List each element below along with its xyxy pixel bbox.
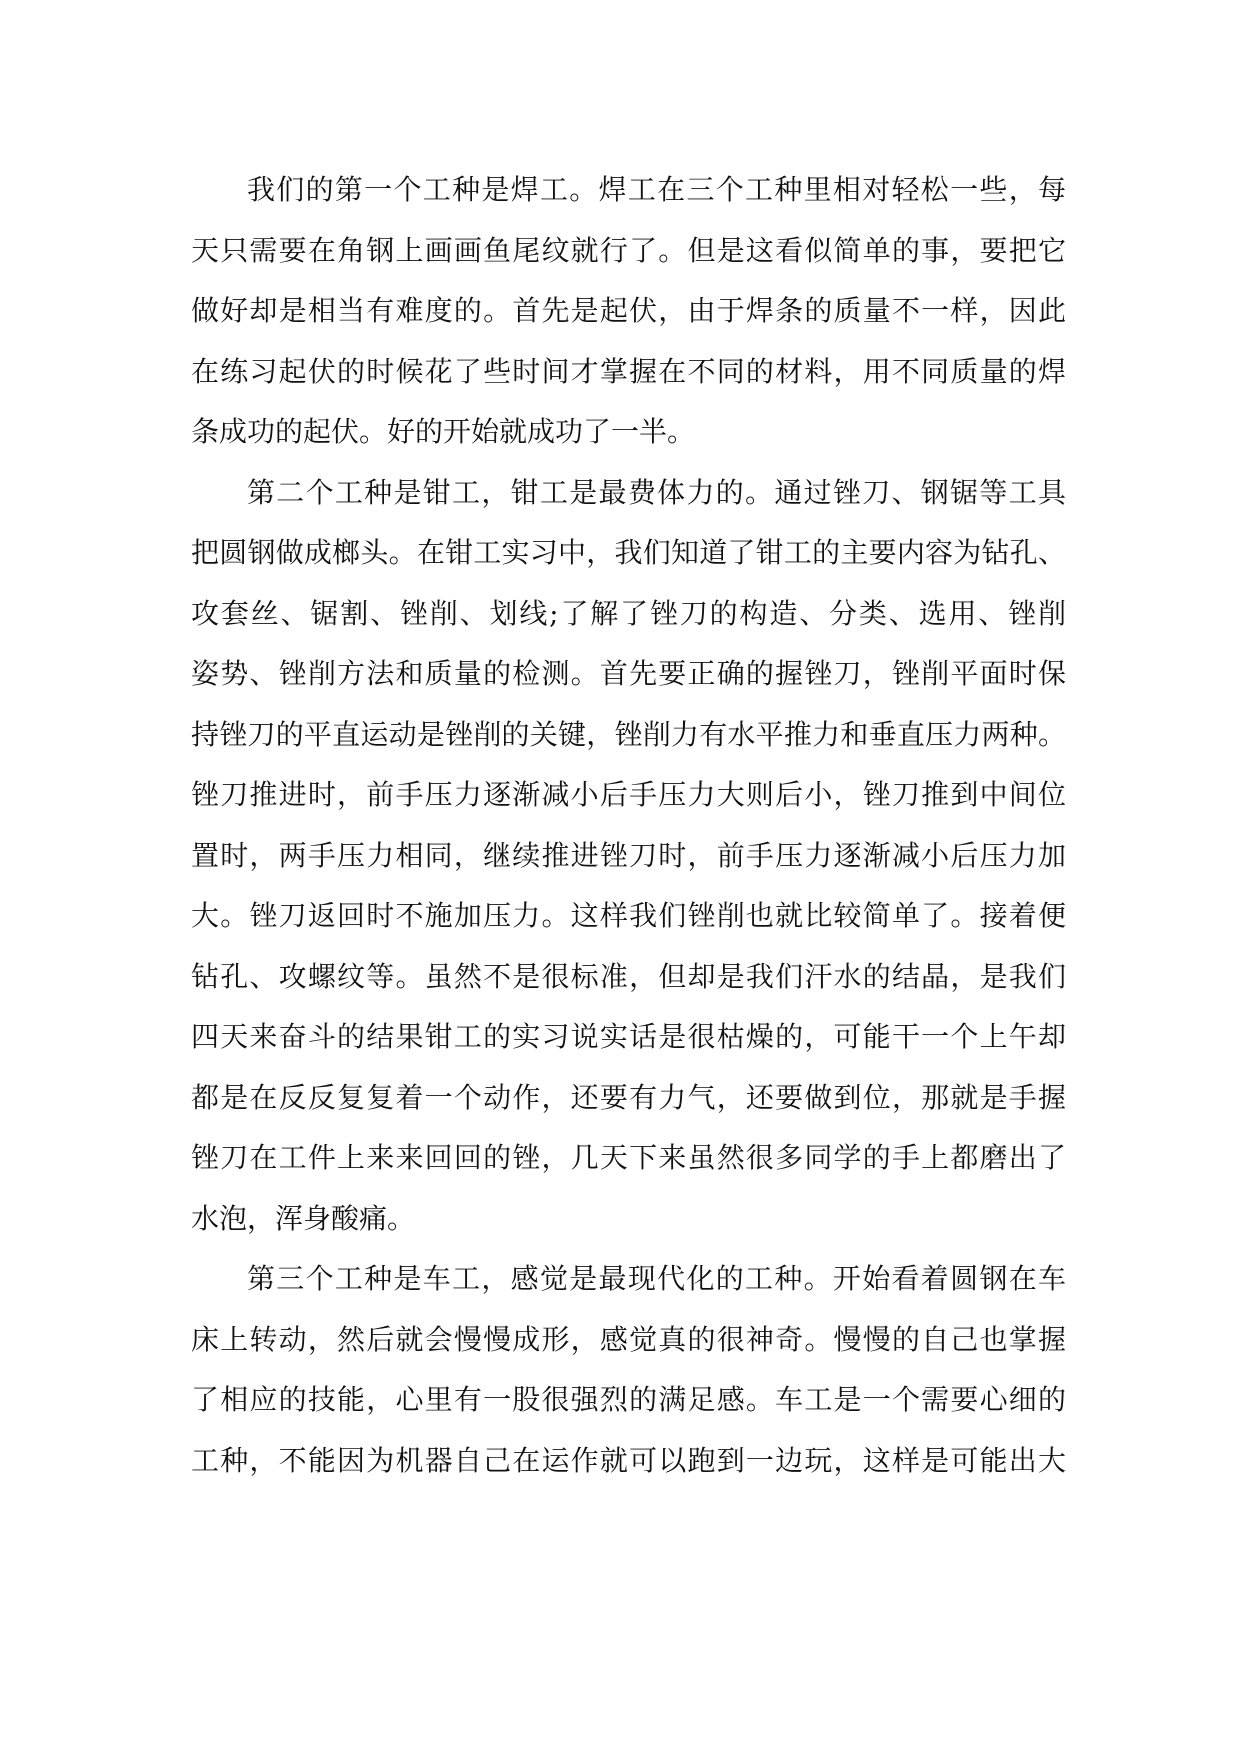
text-line: 天只需要在角钢上画画鱼尾纹就行了。但是这看似简单的事，要把它 <box>191 233 1066 267</box>
paragraph-welding <box>191 160 1066 463</box>
text-line: 都是在反反复复着一个动作，还要有力气，还要做到位，那就是手握 <box>191 1080 1066 1114</box>
text-line: 大。锉刀返回时不施加压力。这样我们锉削也就比较简单了。接着便 <box>191 899 1066 932</box>
paragraph-fitter <box>191 463 1066 1250</box>
text-line: 水泡，浑身酸痛。 <box>191 1201 416 1235</box>
text-line: 锉刀推进时，前手压力逐渐减小后手压力大则后小，锉刀推到中间位 <box>191 778 1066 811</box>
text-line: 持锉刀的平直运动是锉削的关键，锉削力有水平推力和垂直压力两种。 <box>191 717 1066 751</box>
paragraph-lathe <box>191 1249 1066 1491</box>
text-line: 第二个工种是钳工，钳工是最费体力的。通过锉刀、钢锯等工具 <box>247 475 1066 509</box>
text-line: 钻孔、攻螺纹等。虽然不是很标准，但却是我们汗水的结晶，是我们 <box>191 959 1066 993</box>
text-line: 四天来奋斗的结果钳工的实习说实话是很枯燥的，可能干一个上午却 <box>191 1020 1066 1053</box>
text-line: 了相应的技能，心里有一股很强烈的满足感。车工是一个需要心细的 <box>191 1383 1066 1416</box>
text-line: 条成功的起伏。好的开始就成功了一半。 <box>191 415 696 448</box>
text-line: 攻套丝、锯割、锉削、划线;了解了锉刀的构造、分类、选用、锉削 <box>191 596 1066 630</box>
document-page <box>191 160 1066 1491</box>
text-line: 在练习起伏的时候花了些时间才掌握在不同的材料，用不同质量的焊 <box>191 354 1066 388</box>
text-line: 做好却是相当有难度的。首先是起伏，由于焊条的质量不一样，因此 <box>191 294 1066 327</box>
text-line: 第三个工种是车工，感觉是最现代化的工种。开始看着圆钢在车 <box>247 1262 1066 1295</box>
text-line: 我们的第一个工种是焊工。焊工在三个工种里相对轻松一些，每 <box>247 173 1066 206</box>
text-line: 工种，不能因为机器自己在运作就可以跑到一边玩，这样是可能出大 <box>191 1443 1066 1477</box>
text-line: 置时，两手压力相同，继续推进锉刀时，前手压力逐渐减小后压力加 <box>191 838 1066 872</box>
text-line: 锉刀在工件上来来回回的锉，几天下来虽然很多同学的手上都磨出了 <box>191 1141 1066 1174</box>
text-line: 把圆钢做成榔头。在钳工实习中，我们知道了钳工的主要内容为钻孔、 <box>191 536 1066 569</box>
text-line: 姿势、锉削方法和质量的检测。首先要正确的握锉刀，锉削平面时保 <box>191 657 1066 690</box>
text-line: 床上转动，然后就会慢慢成形，感觉真的很神奇。慢慢的自己也掌握 <box>191 1322 1066 1356</box>
